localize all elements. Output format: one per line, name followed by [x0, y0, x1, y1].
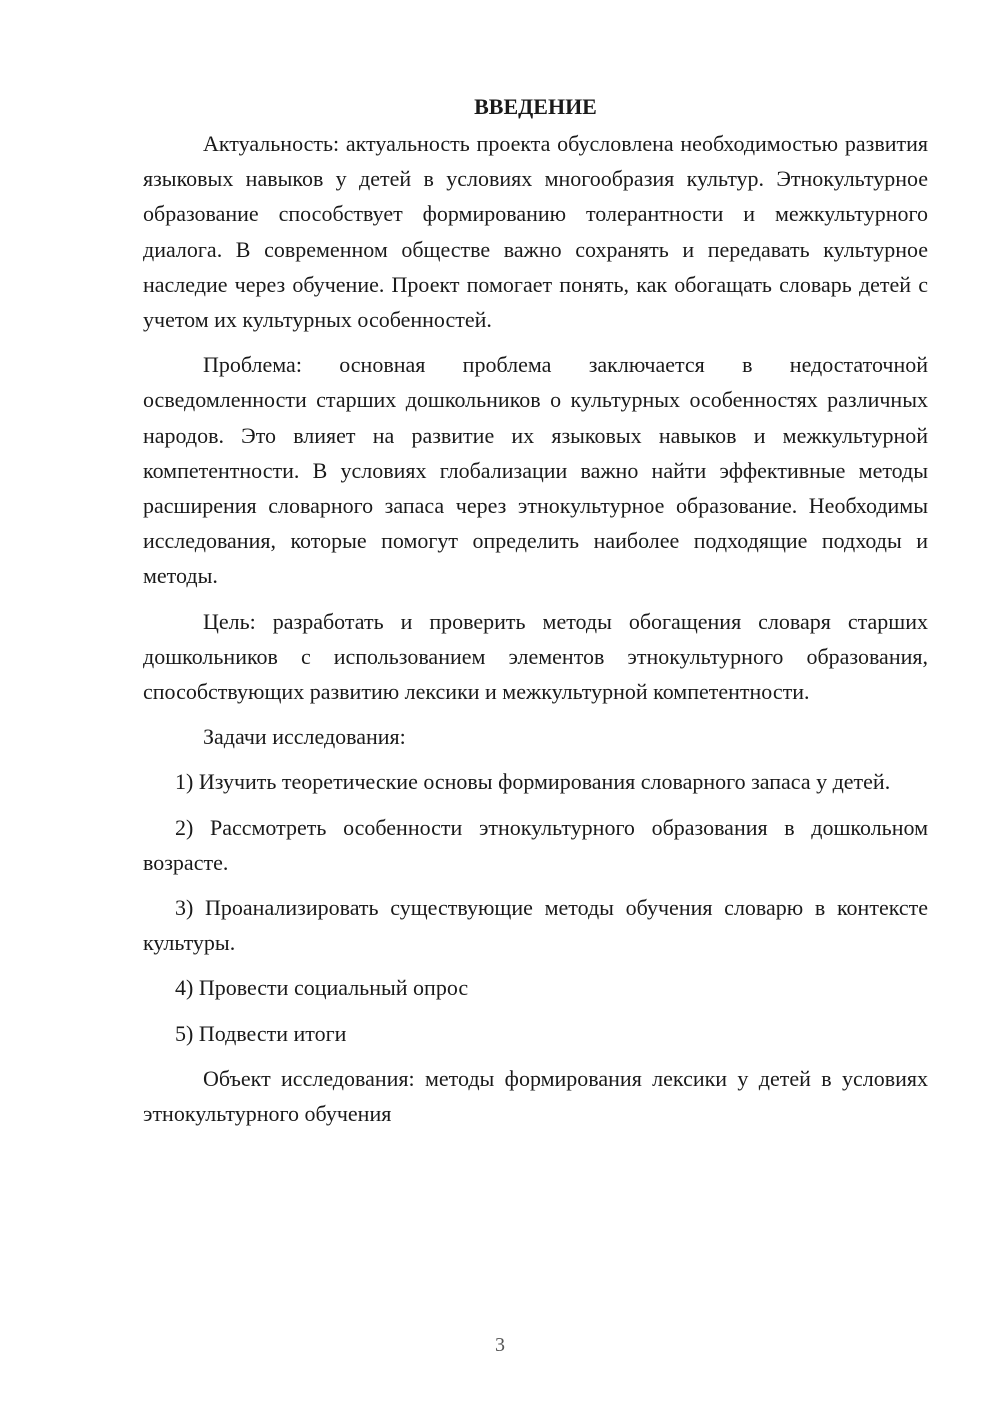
tasks-heading: Задачи исследования: [203, 724, 406, 750]
relevance-paragraph: Актуальность: актуальность проекта обусловлена необходимостью развития языковых навыков у детей в условиях многообразия культур. Этнокультурное образование способствует формированию толерантности и межкультурного диалога. В современном обществе важно сохранять и передавать культурное наследие через обучение. Проект помогает понять, как обогащать словарь детей с учетом их культурных особенностей. [143, 131, 928, 333]
page-number: 3 [495, 1334, 505, 1356]
task-item-4: 4) Провести социальный опрос [175, 975, 469, 1001]
problem-paragraph: Проблема: основная проблема заключается в недостаточной осведомленности старших дошкольников о культурных особенностях различных народов. Это влияет на развитие их языковых навыков и межкультурной компетентности. В условиях глобализации важно найти эффективные методы расширения словарного запаса через этнокультурное образование. Необходимы исследования, которые помогут определить наиболее подходящие подходы и методы. [143, 352, 928, 589]
task-item-3: 3) Проанализировать существующие методы обучения словарю в контексте культуры. [143, 895, 928, 956]
document-page [143, 92, 928, 1141]
task-item-2: 2) Рассмотреть особенности этнокультурного образования в дошкольном возрасте. [143, 814, 928, 875]
task-item-5: 5) Подвести итоги [175, 1020, 347, 1046]
section-heading: ВВЕДЕНИЕ [474, 94, 597, 119]
object-paragraph: Объект исследования: методы формирования лексики у детей в условиях этнокультурного обучения [143, 1065, 928, 1127]
task-item-1: 1) Изучить теоретические основы формирования словарного запаса у детей. [175, 769, 891, 795]
goal-paragraph: Цель: разработать и проверить методы обогащения словаря старших дошкольников с использованием элементов этнокультурного образования, способствующих развитию лексики и межкультурной компетентности. [143, 608, 928, 705]
